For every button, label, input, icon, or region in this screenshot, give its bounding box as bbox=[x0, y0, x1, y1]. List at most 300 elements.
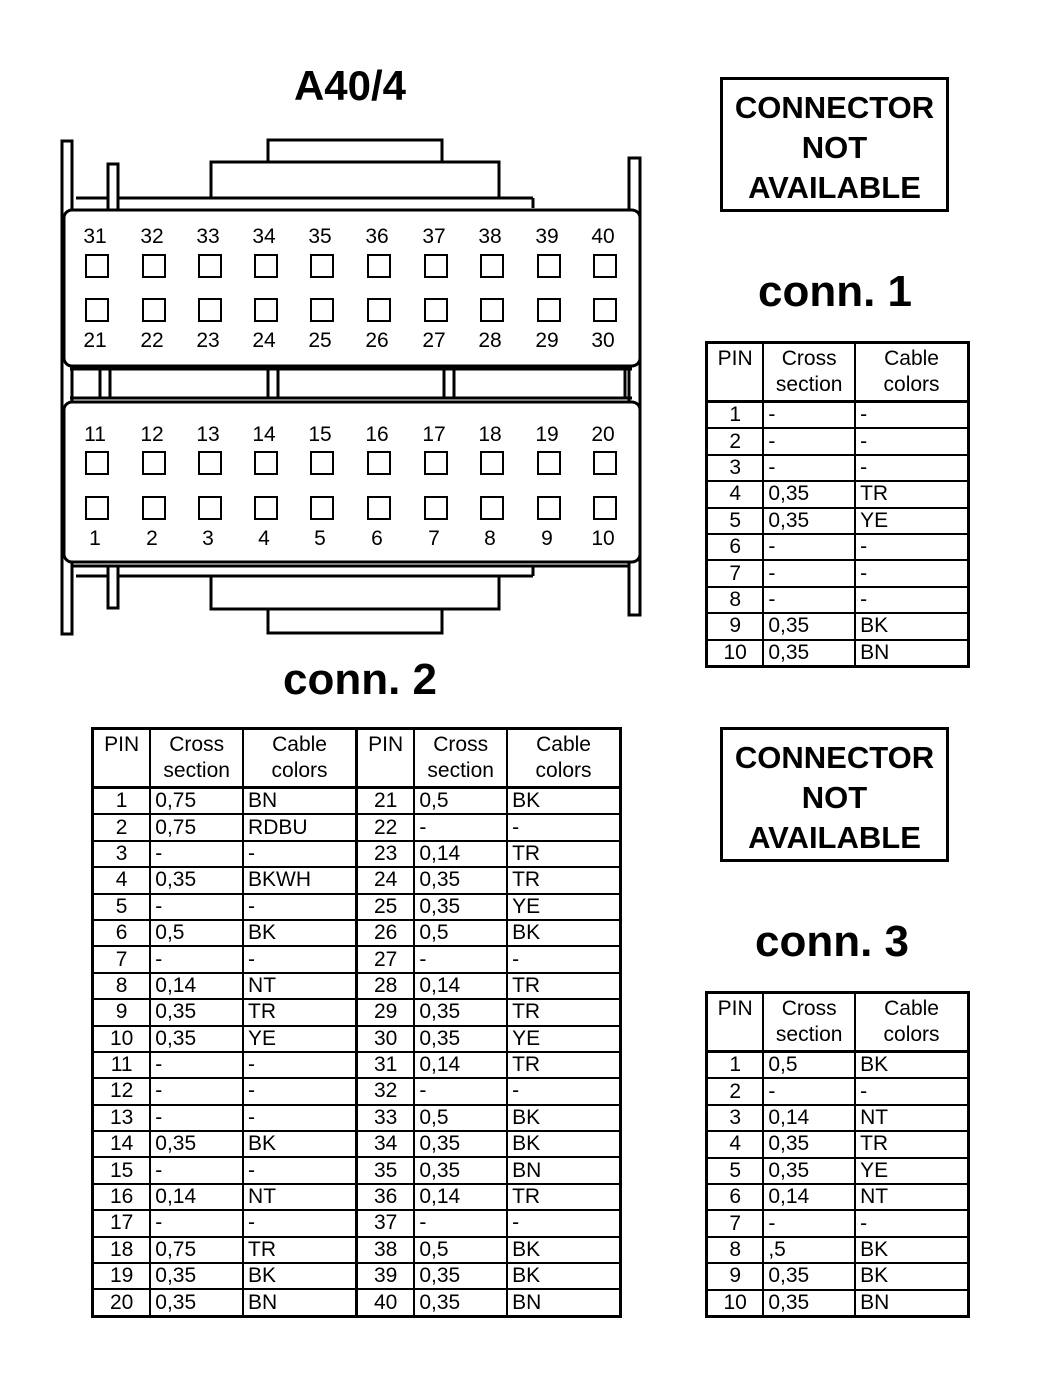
table-row bbox=[707, 560, 969, 586]
cross-section-cell: - bbox=[763, 402, 855, 429]
cross-section-cell: 0,5 bbox=[414, 1105, 507, 1131]
cross-section-cell: - bbox=[414, 946, 507, 972]
cable-color-cell: TR bbox=[507, 999, 620, 1025]
cross-section-cell: - bbox=[763, 534, 855, 560]
table-row bbox=[93, 1184, 621, 1210]
cable-color-cell: RDBU bbox=[243, 814, 356, 840]
pin-cell: 2 bbox=[707, 428, 764, 454]
pin-cell: 14 bbox=[93, 1131, 151, 1157]
table-row bbox=[93, 1157, 621, 1183]
pin-number: 37 bbox=[422, 225, 446, 248]
column-header: Cross section bbox=[763, 993, 855, 1052]
cable-color-cell: - bbox=[243, 1157, 356, 1183]
pin-number: 15 bbox=[308, 423, 332, 446]
pin-socket bbox=[255, 255, 277, 277]
pin-cell: 21 bbox=[357, 788, 415, 815]
cable-color-cell: BK bbox=[507, 1263, 620, 1289]
pin-cell: 9 bbox=[707, 613, 764, 639]
pin-cell: 22 bbox=[357, 814, 415, 840]
pin-socket bbox=[199, 497, 221, 519]
pin-cell: 7 bbox=[707, 1210, 764, 1236]
table-row bbox=[707, 1158, 969, 1184]
cross-section-cell: 0,35 bbox=[763, 508, 855, 534]
pin-cell: 11 bbox=[93, 1052, 151, 1078]
cable-color-cell: - bbox=[507, 1210, 620, 1236]
cross-section-cell: - bbox=[150, 1210, 243, 1236]
cable-color-cell: - bbox=[507, 1078, 620, 1104]
pin-socket bbox=[368, 255, 390, 277]
pin-cell: 9 bbox=[93, 999, 151, 1025]
table-row bbox=[707, 1237, 969, 1263]
pin-cell: 13 bbox=[93, 1105, 151, 1131]
cable-color-cell: TR bbox=[507, 1052, 620, 1078]
pin-cell: 3 bbox=[707, 455, 764, 481]
cross-section-cell: 0,35 bbox=[763, 613, 855, 639]
cross-section-cell: 0,35 bbox=[150, 867, 243, 893]
pin-number: 26 bbox=[365, 329, 389, 352]
pin-cell: 3 bbox=[93, 841, 151, 867]
pin-cell: 6 bbox=[93, 920, 151, 946]
pin-number: 34 bbox=[252, 225, 276, 248]
pin-cell: 10 bbox=[707, 1290, 764, 1317]
pin-socket bbox=[255, 299, 277, 321]
pin-cell: 32 bbox=[357, 1078, 415, 1104]
cable-color-cell: TR bbox=[507, 841, 620, 867]
pin-cell: 10 bbox=[93, 1026, 151, 1052]
pin-socket bbox=[143, 299, 165, 321]
column-header: PIN bbox=[707, 993, 764, 1052]
cable-color-cell: BK bbox=[507, 1105, 620, 1131]
cross-section-cell: 0,14 bbox=[763, 1105, 855, 1131]
pin-socket bbox=[425, 255, 447, 277]
cable-color-cell: BK bbox=[243, 1131, 356, 1157]
cable-color-cell: - bbox=[855, 587, 968, 613]
pin-socket bbox=[481, 255, 503, 277]
pin-cell: 16 bbox=[93, 1184, 151, 1210]
cross-section-cell: 0,35 bbox=[414, 999, 507, 1025]
pin-number: 38 bbox=[478, 225, 502, 248]
column-header: Cable colors bbox=[507, 729, 620, 788]
pin-number: 4 bbox=[258, 527, 270, 550]
cross-section-cell: 0,14 bbox=[150, 1184, 243, 1210]
cable-color-cell: - bbox=[243, 894, 356, 920]
cable-color-cell: - bbox=[855, 455, 968, 481]
cross-section-cell: - bbox=[150, 841, 243, 867]
cross-section-cell: 0,35 bbox=[763, 1263, 855, 1289]
cross-section-cell: 0,35 bbox=[414, 1289, 507, 1316]
pin-socket bbox=[199, 452, 221, 474]
not-available-line: AVAILABLE bbox=[748, 820, 921, 855]
pin-socket bbox=[594, 452, 616, 474]
table-row bbox=[707, 455, 969, 481]
pin-socket bbox=[255, 497, 277, 519]
cross-section-cell: 0,14 bbox=[150, 973, 243, 999]
cross-section-cell: - bbox=[150, 894, 243, 920]
pin-socket bbox=[368, 497, 390, 519]
table-row bbox=[707, 1131, 969, 1157]
pin-number: 31 bbox=[83, 225, 107, 248]
cross-section-cell: 0,35 bbox=[150, 999, 243, 1025]
pin-number: 9 bbox=[541, 527, 553, 550]
cable-color-cell: BK bbox=[243, 920, 356, 946]
table-row bbox=[707, 428, 969, 454]
cross-section-cell: - bbox=[150, 1157, 243, 1183]
cross-section-cell: 0,35 bbox=[763, 1158, 855, 1184]
table-row bbox=[93, 788, 621, 815]
table-row bbox=[707, 1290, 969, 1317]
cable-color-cell: - bbox=[243, 1210, 356, 1236]
pin-cell: 10 bbox=[707, 640, 764, 667]
column-header: Cable colors bbox=[855, 343, 968, 402]
table-row bbox=[93, 946, 621, 972]
table-header-row bbox=[707, 993, 969, 1052]
cable-color-cell: BN bbox=[243, 1289, 356, 1316]
cross-section-cell: - bbox=[763, 560, 855, 586]
cable-color-cell: - bbox=[243, 841, 356, 867]
cable-color-cell: - bbox=[855, 1210, 968, 1236]
pin-socket bbox=[86, 299, 108, 321]
pin-cell: 9 bbox=[707, 1263, 764, 1289]
pin-socket bbox=[311, 255, 333, 277]
cross-section-cell: 0,14 bbox=[763, 1184, 855, 1210]
cross-section-cell: - bbox=[763, 1210, 855, 1236]
pin-number: 7 bbox=[428, 527, 440, 550]
cross-section-cell: 0,14 bbox=[414, 1184, 507, 1210]
pin-socket bbox=[481, 299, 503, 321]
pin-cell: 35 bbox=[357, 1157, 415, 1183]
table-row bbox=[93, 1078, 621, 1104]
pin-cell: 4 bbox=[707, 481, 764, 507]
pin-socket bbox=[143, 452, 165, 474]
cross-section-cell: 0,35 bbox=[763, 481, 855, 507]
pin-cell: 4 bbox=[93, 867, 151, 893]
cross-section-cell: - bbox=[150, 1078, 243, 1104]
pin-number: 14 bbox=[252, 423, 276, 446]
pin-socket bbox=[538, 452, 560, 474]
table-row bbox=[707, 534, 969, 560]
column-header: PIN bbox=[93, 729, 151, 788]
cross-section-cell: 0,35 bbox=[150, 1263, 243, 1289]
pin-socket bbox=[538, 255, 560, 277]
conn1-label: conn. 1 bbox=[757, 267, 913, 316]
pin-cell: 1 bbox=[93, 788, 151, 815]
cross-section-cell: 0,5 bbox=[763, 1052, 855, 1079]
cable-color-cell: - bbox=[243, 1052, 356, 1078]
pin-cell: 36 bbox=[357, 1184, 415, 1210]
pin-cell: 23 bbox=[357, 841, 415, 867]
table-row bbox=[93, 1263, 621, 1289]
table-row bbox=[93, 1131, 621, 1157]
cross-section-cell: - bbox=[763, 587, 855, 613]
table-row bbox=[93, 1026, 621, 1052]
pin-socket bbox=[538, 299, 560, 321]
table-row bbox=[707, 1078, 969, 1104]
pin-number: 1 bbox=[89, 527, 101, 550]
pin-number: 33 bbox=[196, 225, 220, 248]
column-header: Cross section bbox=[150, 729, 243, 788]
pin-cell: 15 bbox=[93, 1157, 151, 1183]
pin-cell: 33 bbox=[357, 1105, 415, 1131]
not-available-line: NOT bbox=[801, 780, 868, 815]
pin-number: 6 bbox=[371, 527, 383, 550]
pin-socket bbox=[255, 452, 277, 474]
table-row bbox=[93, 1052, 621, 1078]
cable-color-cell: NT bbox=[243, 973, 356, 999]
cross-section-cell: 0,75 bbox=[150, 1237, 243, 1263]
cross-section-cell: 0,35 bbox=[150, 1026, 243, 1052]
pin-number: 28 bbox=[478, 329, 502, 352]
table-header-row bbox=[93, 729, 621, 788]
cable-color-cell: TR bbox=[855, 1131, 968, 1157]
cable-color-cell: TR bbox=[507, 867, 620, 893]
pin-cell: 1 bbox=[707, 1052, 764, 1079]
cable-color-cell: BK bbox=[507, 788, 620, 815]
pin-cell: 34 bbox=[357, 1131, 415, 1157]
pin-number: 21 bbox=[83, 329, 107, 352]
pin-cell: 1 bbox=[707, 402, 764, 429]
cable-color-cell: BN bbox=[855, 1290, 968, 1317]
pin-cell: 19 bbox=[93, 1263, 151, 1289]
pin-cell: 12 bbox=[93, 1078, 151, 1104]
pin-cell: 28 bbox=[357, 973, 415, 999]
pin-cell: 27 bbox=[357, 946, 415, 972]
pin-cell: 6 bbox=[707, 534, 764, 560]
cable-color-cell: BN bbox=[507, 1289, 620, 1316]
table-row bbox=[707, 1263, 969, 1289]
cable-color-cell: - bbox=[507, 814, 620, 840]
pin-cell: 4 bbox=[707, 1131, 764, 1157]
table-row bbox=[93, 920, 621, 946]
pin-number: 3 bbox=[202, 527, 214, 550]
pin-socket bbox=[143, 497, 165, 519]
cable-color-cell: TR bbox=[855, 481, 968, 507]
cable-color-cell: NT bbox=[243, 1184, 356, 1210]
cable-color-cell: YE bbox=[243, 1026, 356, 1052]
table-header-row bbox=[707, 343, 969, 402]
cross-section-cell: 0,35 bbox=[414, 1157, 507, 1183]
table-row bbox=[707, 1052, 969, 1079]
column-header: PIN bbox=[707, 343, 764, 402]
cross-section-cell: 0,75 bbox=[150, 814, 243, 840]
pin-cell: 37 bbox=[357, 1210, 415, 1236]
table-row bbox=[93, 973, 621, 999]
pin-number: 8 bbox=[484, 527, 496, 550]
not-available-line: CONNECTOR bbox=[734, 90, 935, 125]
pin-cell: 20 bbox=[93, 1289, 151, 1316]
column-header: PIN bbox=[357, 729, 415, 788]
cross-section-cell: - bbox=[763, 455, 855, 481]
table-row bbox=[93, 841, 621, 867]
cross-section-cell: 0,35 bbox=[414, 894, 507, 920]
conn3-label: conn. 3 bbox=[754, 917, 910, 966]
cross-section-cell: - bbox=[763, 1078, 855, 1104]
pin-socket bbox=[368, 299, 390, 321]
pin-cell: 5 bbox=[707, 1158, 764, 1184]
conn3-pin-table bbox=[705, 991, 970, 1318]
cross-section-cell: - bbox=[414, 1210, 507, 1236]
column-header: Cable colors bbox=[855, 993, 968, 1052]
table-row bbox=[707, 1210, 969, 1236]
pin-cell: 5 bbox=[93, 894, 151, 920]
cross-section-cell: - bbox=[414, 814, 507, 840]
pin-number: 36 bbox=[365, 225, 389, 248]
pin-number: 35 bbox=[308, 225, 332, 248]
pin-socket bbox=[311, 299, 333, 321]
cross-section-cell: 0,5 bbox=[414, 788, 507, 815]
pin-socket bbox=[86, 255, 108, 277]
cable-color-cell: BN bbox=[855, 640, 968, 667]
pin-cell: 18 bbox=[93, 1237, 151, 1263]
cable-color-cell: BK bbox=[507, 1237, 620, 1263]
pin-cell: 17 bbox=[93, 1210, 151, 1236]
pin-number: 39 bbox=[535, 225, 559, 248]
cable-color-cell: BK bbox=[855, 1237, 968, 1263]
cable-color-cell: - bbox=[855, 560, 968, 586]
table-row bbox=[93, 814, 621, 840]
diagram-title: A40/4 bbox=[293, 62, 407, 109]
cable-color-cell: NT bbox=[855, 1105, 968, 1131]
cable-color-cell: - bbox=[243, 1105, 356, 1131]
cable-color-cell: - bbox=[855, 1078, 968, 1104]
pin-cell: 29 bbox=[357, 999, 415, 1025]
pin-number: 11 bbox=[84, 423, 106, 446]
pin-socket bbox=[86, 497, 108, 519]
cable-color-cell: YE bbox=[855, 508, 968, 534]
table-row bbox=[707, 481, 969, 507]
cross-section-cell: 0,5 bbox=[150, 920, 243, 946]
cable-color-cell: BK bbox=[855, 1052, 968, 1079]
cross-section-cell: 0,75 bbox=[150, 788, 243, 815]
pin-number: 10 bbox=[591, 527, 615, 550]
cable-color-cell: BK bbox=[855, 613, 968, 639]
cross-section-cell: - bbox=[414, 1078, 507, 1104]
table-row bbox=[707, 1184, 969, 1210]
cable-color-cell: BKWH bbox=[243, 867, 356, 893]
cable-color-cell: TR bbox=[507, 973, 620, 999]
pin-socket bbox=[311, 452, 333, 474]
pin-cell: 31 bbox=[357, 1052, 415, 1078]
table-row bbox=[93, 894, 621, 920]
pin-socket bbox=[199, 255, 221, 277]
pin-cell: 8 bbox=[707, 1237, 764, 1263]
pin-cell: 30 bbox=[357, 1026, 415, 1052]
cable-color-cell: - bbox=[507, 946, 620, 972]
pin-number: 30 bbox=[591, 329, 615, 352]
cable-color-cell: BK bbox=[243, 1263, 356, 1289]
cross-section-cell: 0,35 bbox=[763, 1131, 855, 1157]
cable-color-cell: BK bbox=[855, 1263, 968, 1289]
column-header: Cross section bbox=[763, 343, 855, 402]
conn2-label: conn. 2 bbox=[282, 655, 438, 704]
table-row bbox=[93, 867, 621, 893]
table-row bbox=[93, 1289, 621, 1316]
pin-cell: 25 bbox=[357, 894, 415, 920]
cross-section-cell: 0,5 bbox=[414, 920, 507, 946]
pin-number: 18 bbox=[478, 423, 502, 446]
column-header: Cable colors bbox=[243, 729, 356, 788]
cable-color-cell: TR bbox=[243, 1237, 356, 1263]
cross-section-cell: 0,35 bbox=[414, 867, 507, 893]
pin-number: 22 bbox=[140, 329, 164, 352]
cable-color-cell: BN bbox=[507, 1157, 620, 1183]
pin-socket bbox=[425, 299, 447, 321]
pin-socket bbox=[143, 255, 165, 277]
pin-socket bbox=[594, 255, 616, 277]
cross-section-cell: - bbox=[150, 946, 243, 972]
connector-not-available-3 bbox=[720, 727, 949, 862]
cable-color-cell: - bbox=[855, 402, 968, 429]
cable-color-cell: - bbox=[243, 946, 356, 972]
table-row bbox=[707, 508, 969, 534]
pin-cell: 8 bbox=[707, 587, 764, 613]
pin-cell: 5 bbox=[707, 508, 764, 534]
pin-number: 29 bbox=[535, 329, 559, 352]
pin-socket bbox=[199, 299, 221, 321]
pin-socket bbox=[481, 497, 503, 519]
pin-number: 19 bbox=[535, 423, 559, 446]
cross-section-cell: - bbox=[150, 1105, 243, 1131]
pin-cell: 7 bbox=[93, 946, 151, 972]
cross-section-cell: ,5 bbox=[763, 1237, 855, 1263]
table-row bbox=[93, 1210, 621, 1236]
pin-cell: 7 bbox=[707, 560, 764, 586]
conn1-pin-table bbox=[705, 341, 970, 668]
pin-number: 5 bbox=[314, 527, 326, 550]
pin-number: 25 bbox=[308, 329, 332, 352]
cable-color-cell: TR bbox=[507, 1184, 620, 1210]
pin-socket bbox=[368, 452, 390, 474]
table-row bbox=[707, 402, 969, 429]
pin-number: 40 bbox=[591, 225, 615, 248]
pin-cell: 2 bbox=[93, 814, 151, 840]
pin-socket bbox=[538, 497, 560, 519]
pin-socket bbox=[425, 497, 447, 519]
pin-number: 20 bbox=[591, 423, 615, 446]
cable-color-cell: NT bbox=[855, 1184, 968, 1210]
cross-section-cell: 0,35 bbox=[414, 1131, 507, 1157]
pin-cell: 40 bbox=[357, 1289, 415, 1316]
pin-socket bbox=[594, 299, 616, 321]
pin-socket bbox=[86, 452, 108, 474]
cable-color-cell: YE bbox=[507, 1026, 620, 1052]
cable-color-cell: BK bbox=[507, 1131, 620, 1157]
pin-cell: 26 bbox=[357, 920, 415, 946]
cross-section-cell: - bbox=[150, 1052, 243, 1078]
cross-section-cell: 0,5 bbox=[414, 1237, 507, 1263]
pin-socket bbox=[594, 497, 616, 519]
pin-cell: 39 bbox=[357, 1263, 415, 1289]
pin-number: 16 bbox=[365, 423, 389, 446]
not-available-line: NOT bbox=[801, 130, 868, 165]
cross-section-cell: 0,35 bbox=[763, 640, 855, 667]
pin-number: 23 bbox=[196, 329, 220, 352]
pin-number: 27 bbox=[422, 329, 446, 352]
cross-section-cell: 0,35 bbox=[414, 1026, 507, 1052]
cross-section-cell: 0,14 bbox=[414, 973, 507, 999]
pin-number: 2 bbox=[146, 527, 158, 550]
cable-color-cell: TR bbox=[243, 999, 356, 1025]
cross-section-cell: 0,14 bbox=[414, 1052, 507, 1078]
pin-cell: 2 bbox=[707, 1078, 764, 1104]
table-row bbox=[93, 999, 621, 1025]
cross-section-cell: - bbox=[763, 428, 855, 454]
pin-number: 17 bbox=[422, 423, 446, 446]
cable-color-cell: - bbox=[243, 1078, 356, 1104]
pin-cell: 38 bbox=[357, 1237, 415, 1263]
table-row bbox=[707, 1105, 969, 1131]
cable-color-cell: YE bbox=[855, 1158, 968, 1184]
pin-socket bbox=[311, 497, 333, 519]
